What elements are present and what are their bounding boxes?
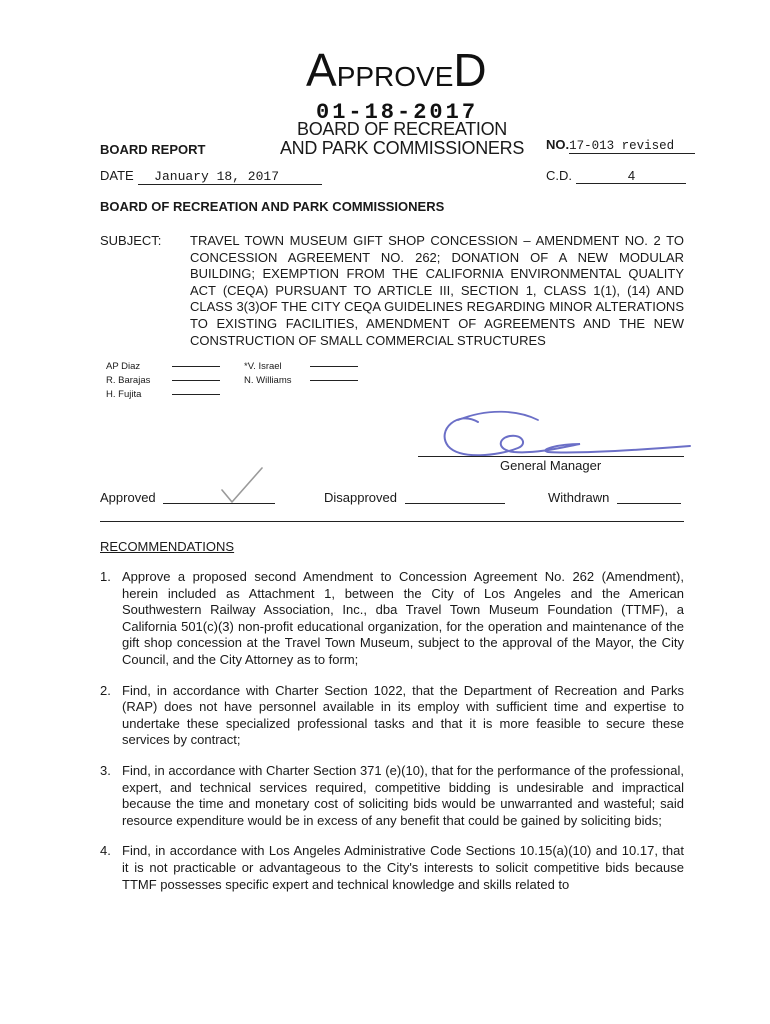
list-item-number: 4. [100, 843, 111, 859]
date-field [100, 167, 322, 185]
general-manager-label: General Manager [500, 458, 602, 473]
withdrawn-label: Withdrawn [548, 490, 610, 505]
date-value: January 18, 2017 [138, 169, 322, 185]
approved-label: Approved [100, 490, 156, 505]
initial-row: *V. Israel [244, 360, 358, 374]
initial-row: H. Fujita [106, 388, 220, 402]
initials-column-2 [244, 360, 358, 388]
list-item-number: 2. [100, 682, 111, 698]
board-title [272, 120, 532, 158]
list-item-text: Find, in accordance with Charter Section 1022, that the Department of Recreation and Parks (RAP) does not have personnel available in its employ with sufficient time and expertise to undertake these specialized professional tasks and that it is more feasible to secure these services by contract; [122, 682, 684, 748]
council-district-label: C.D. [546, 168, 572, 183]
signature-line [418, 456, 684, 457]
list-item-text: Approve a proposed second Amendment to Concession Agreement No. 262 (Amendment), herein included as Attachment 1, between the City of Los Angeles and the American Southwestern Railway Association, Inc., dba Travel Town Museum Foundation (TTMF), a California 501(c)(3) non-profit educational organization, for the operation and maintenance of the gift shop concession at the Travel Town Museum, subject to the approval of the Mayor, the City Council, and the City Attorney as to form; [122, 569, 684, 667]
withdrawn-blank [617, 491, 681, 504]
subject-label: SUBJECT: [100, 233, 162, 248]
stamp-letter-last: D [453, 44, 487, 96]
checkmark-icon [218, 464, 268, 506]
list-item-text: Find, in accordance with Charter Section 371 (e)(10), that for the performance of the professional, expert, and technical services required, competitive bidding is undesirable and impractical because the time and monetary cost of soliciting bids would be unwarranted and wasteful; said resource expenditure would be in excess of any benefit that could be gained by soliciting bids; [122, 762, 684, 828]
board-heading: BOARD OF RECREATION AND PARK COMMISSIONERS [100, 199, 445, 214]
withdrawn-field [548, 490, 681, 505]
disapproved-field [324, 490, 505, 505]
board-title-line1: BOARD OF RECREATION [297, 119, 507, 139]
list-item [100, 569, 684, 669]
report-number-value: 17-013 revised [569, 139, 695, 154]
recommendations-title: RECOMMENDATIONS [100, 539, 235, 554]
list-item [100, 843, 684, 893]
stamp-date: 01-18-2017 [316, 100, 479, 125]
approved-stamp-word [306, 44, 487, 96]
council-district-value: 4 [576, 168, 686, 184]
list-item [100, 763, 684, 829]
list-item-text: Find, in accordance with Los Angeles Administrative Code Sections 10.15(a)(10) and 10.17, that it is not practicable or advantageous to the City's interests to solicit competitive bids because TTMF possesses specific expert and technical knowledge and skills related to [122, 843, 684, 892]
date-label: DATE [100, 168, 134, 183]
list-item [100, 683, 684, 749]
disapproved-blank [405, 491, 505, 504]
council-district-field [546, 167, 686, 185]
initial-row: N. Williams [244, 374, 358, 388]
board-title-line2: AND PARK COMMISSIONERS [279, 138, 525, 158]
board-report-label: BOARD REPORT [100, 142, 206, 157]
recommendations-list [100, 569, 684, 907]
list-item-number: 3. [100, 762, 111, 778]
stamp-letters-middle: PPROVE [336, 61, 454, 92]
report-number [546, 136, 695, 154]
initial-row: AP Diaz [106, 360, 220, 374]
stamp-letter-first: A [306, 44, 337, 96]
list-item-number: 1. [100, 569, 111, 584]
subject-text: TRAVEL TOWN MUSEUM GIFT SHOP CONCESSION – AMENDMENT NO. 2 TO CONCESSION AGREEMENT NO. 262; DONATION OF A NEW MODULAR BUILDING; EXEMPTION FROM THE CALIFORNIA ENVIRONMENTAL QUALITY ACT (CEQA) PURSUANT TO ARTICLE III, SECTION 1, CLASS 1(1), (14) AND CLASS 3(3)OF THE CITY CEQA GUIDELINES REGARDING MINOR ALTERATIONS TO EXISTING FACILITIES, AMENDMENT OF AGREEMENTS AND THE NEW CONSTRUCTION OF SMALL COMMERCIAL STRUCTURES [190, 233, 684, 348]
disapproved-label: Disapproved [324, 490, 397, 505]
initials-column-1 [106, 360, 220, 402]
section-divider [100, 521, 684, 522]
report-number-label: NO. [546, 137, 570, 152]
initial-row: R. Barajas [106, 374, 220, 388]
